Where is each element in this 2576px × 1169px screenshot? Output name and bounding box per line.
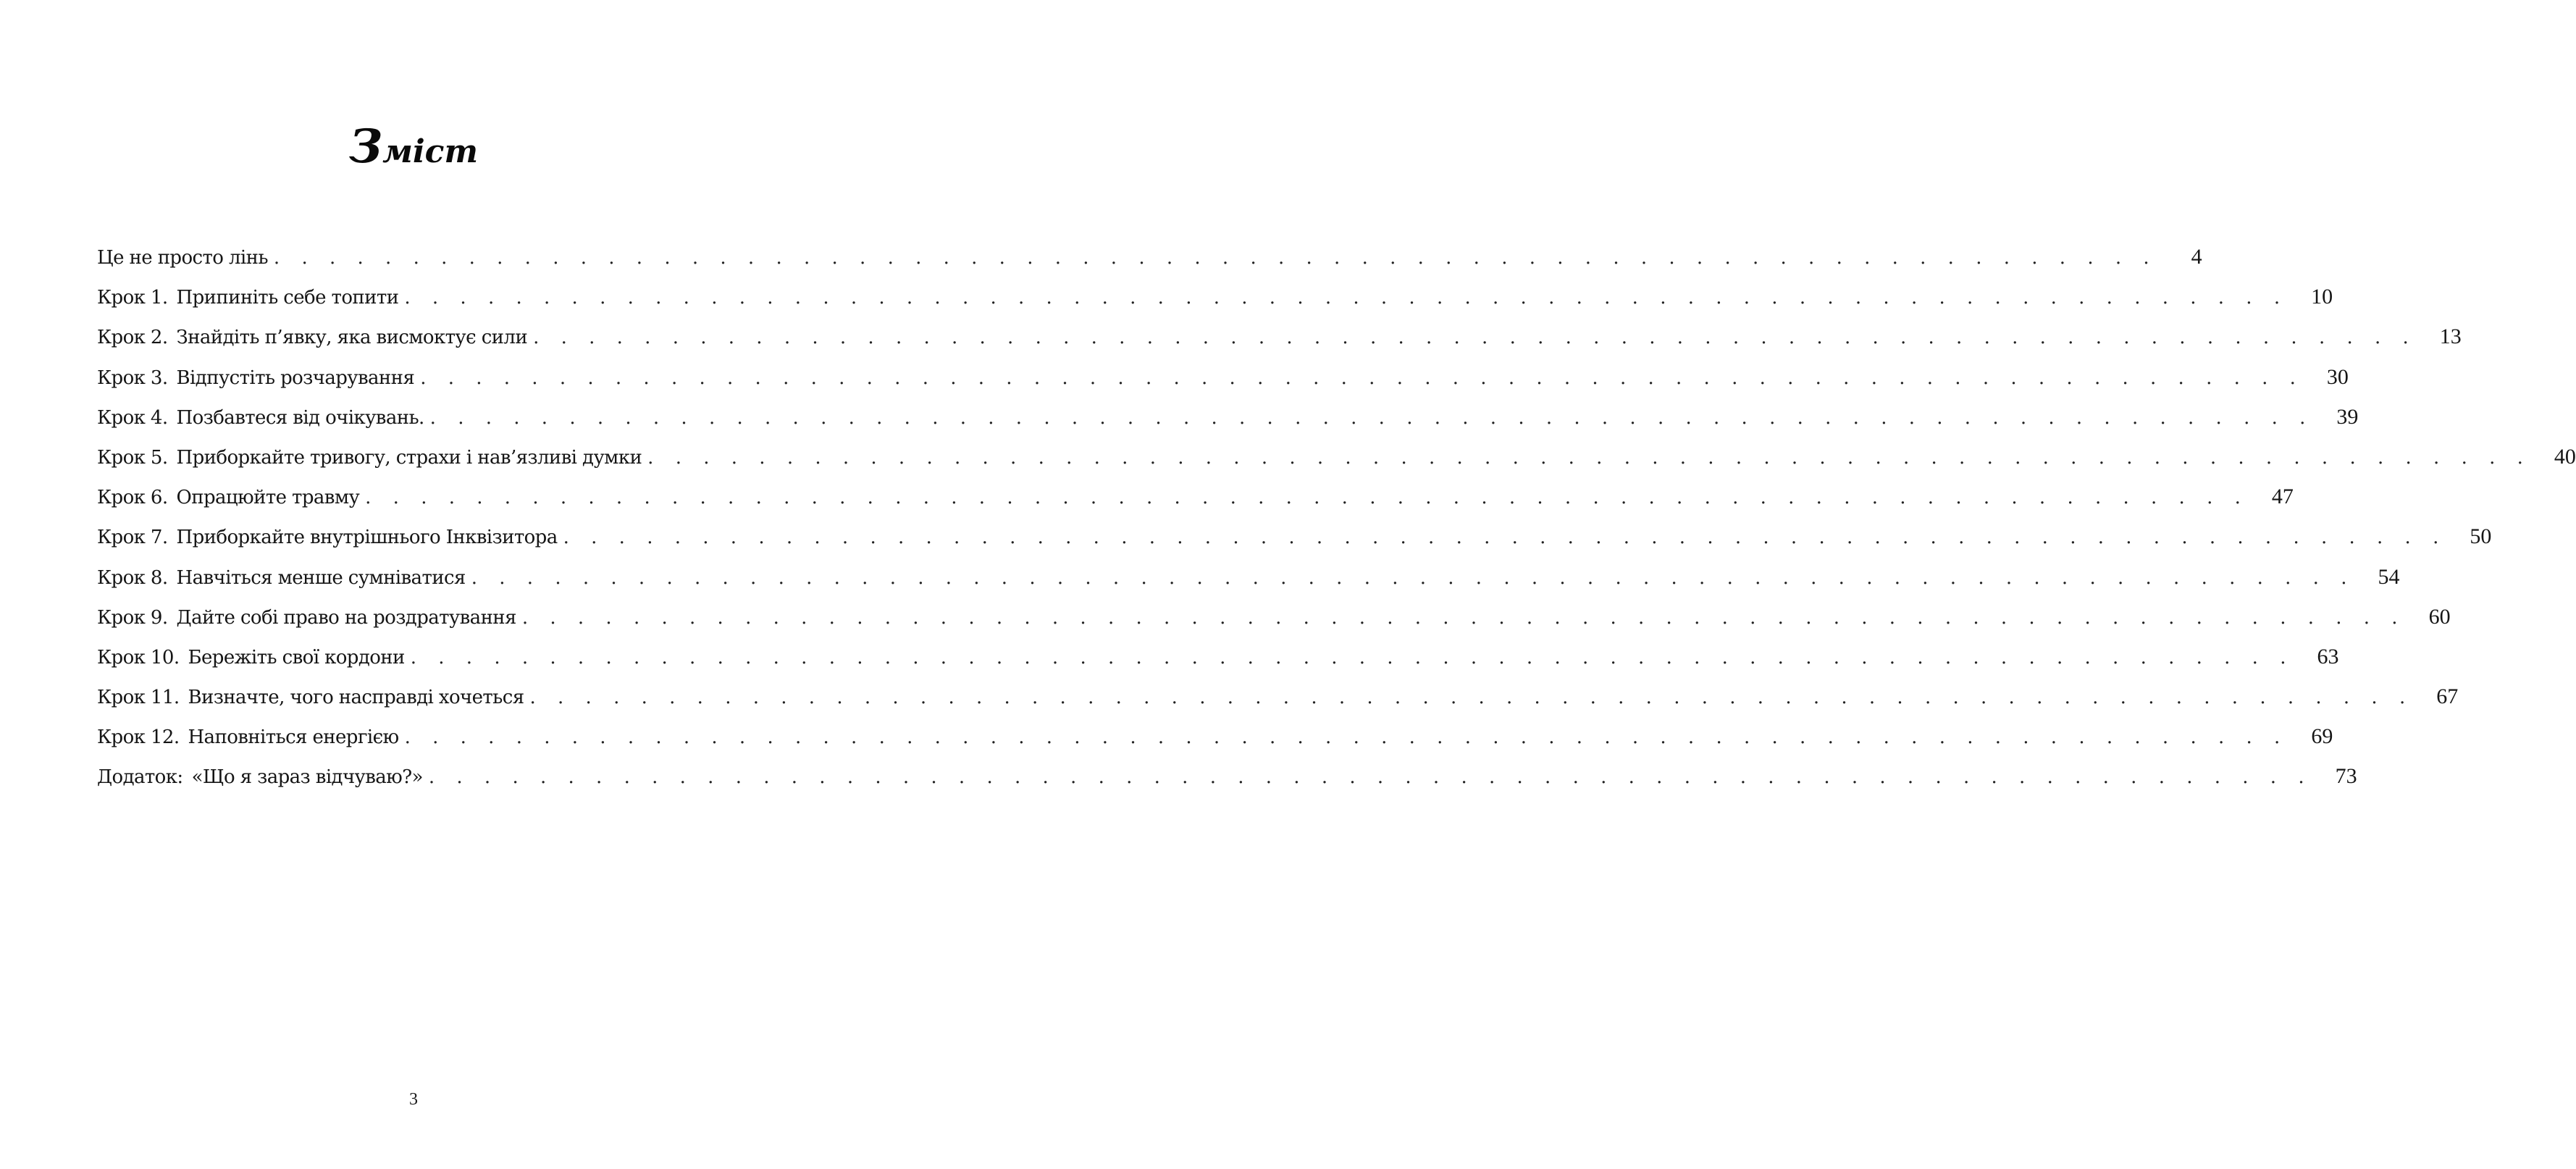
toc-entry-step-2[interactable] xyxy=(97,324,2462,364)
toc-entry-title: Навчіться менше сумніватися xyxy=(176,566,466,589)
toc-dot-leader: . . . . . . . . . . . . . . . . . . . . . . . . . . . . . . . . . . . . . . . . . . . . . . . . . . . . . . . . . . . . . . . . . . . . xyxy=(428,766,2312,789)
toc-entry-step-11[interactable] xyxy=(97,684,2459,724)
toc-entry-appendix[interactable] xyxy=(97,764,2357,804)
toc-dot-leader: . . . . . . . . . . . . . . . . . . . . . . . . . . . . . . . . . . . . . . . . . . . . . . . . . . . . . . . . . . . . . . . . . . . . xyxy=(404,287,2288,309)
toc-step-label: Крок 5. xyxy=(97,446,168,469)
toc-entry-title: Визначте, чого насправді хочеться xyxy=(188,687,524,709)
toc-entry-step-6[interactable] xyxy=(97,485,2294,524)
toc-page-number: 13 xyxy=(2439,324,2462,349)
toc-page-number: 39 xyxy=(2336,404,2359,429)
toc-entry-label xyxy=(97,567,466,589)
toc-step-label: Крок 4. xyxy=(97,406,168,429)
toc-page-number: 67 xyxy=(2436,684,2459,709)
toc-step-label: Крок 3. xyxy=(97,366,168,389)
toc-entry-title: Наповніться енергією xyxy=(188,726,399,749)
toc-entry-step-4[interactable] xyxy=(97,404,2359,445)
toc-dot-leader: . . . . . . . . . . . . . . . . . . . . . . . . . . . . . . . . . . . . . . . . . . . . . . . . . . . . . . . . . . . . . . . . . . . . xyxy=(563,527,2447,549)
page-title xyxy=(0,120,827,175)
toc-step-label: Крок 10. xyxy=(97,646,180,669)
toc-dot-leader: . . . . . . . . . . . . . . . . . . . . . . . . . . . . . . . . . . . . . . . . . . . . . . . . . . . . . . . . . . . . . . . . . . . . xyxy=(404,726,2288,749)
toc-dot-leader: . . . . . . . . . . . . . . . . . . . . . . . . . . . . . . . . . . . . . . . . . . . . . . . . . . . . . . . . . . . . . . . . . . . . xyxy=(273,247,2157,269)
table-of-contents xyxy=(97,245,2576,805)
toc-entry-label xyxy=(97,487,359,508)
toc-entry-label xyxy=(97,447,642,469)
toc-dot-leader: . . . . . . . . . . . . . . . . . . . . . . . . . . . . . . . . . . . . . . . . . . . . . . . . . . . . . . . . . . . . . . . . . . . . xyxy=(521,606,2406,629)
toc-entry-step-10[interactable] xyxy=(97,644,2339,684)
toc-page-number: 54 xyxy=(2378,564,2400,589)
toc-dot-leader: . . . . . . . . . . . . . . . . . . . . . . . . . . . . . . . . . . . . . . . . . . . . . . . . . . . . . . . . . . . . . . . . . . . . xyxy=(429,406,2314,429)
toc-dot-leader: . . . . . . . . . . . . . . . . . . . . . . . . . . . . . . . . . . . . . . . . . . . . . . . . . . . . . . . . . . . . . . . . . . . . xyxy=(647,446,2531,469)
toc-entry-title: Це не просто лінь xyxy=(97,247,268,269)
toc-step-label: Крок 7. xyxy=(97,527,168,549)
toc-entry-label xyxy=(97,247,268,269)
toc-dot-leader: . . . . . . . . . . . . . . . . . . . . . . . . . . . . . . . . . . . . . . . . . . . . . . . . . . . . . . . . . . . . . . . . . . . . xyxy=(365,487,2249,509)
toc-step-label: Крок 8. xyxy=(97,566,168,589)
toc-page-number: 40 xyxy=(2554,444,2576,469)
toc-entry-label xyxy=(97,647,405,669)
toc-entry-intro[interactable] xyxy=(97,245,2202,285)
toc-dot-leader: . . . . . . . . . . . . . . . . . . . . . . . . . . . . . . . . . . . . . . . . . . . . . . . . . . . . . . . . . . . . . . . . . . . . xyxy=(529,687,2414,709)
toc-step-label: Крок 6. xyxy=(97,487,168,509)
toc-entry-label xyxy=(97,527,558,548)
toc-entry-title: Припиніть себе топити xyxy=(176,287,399,309)
title-initial: З xyxy=(348,120,383,175)
toc-entry-title: Знайдіть п’явку, яка висмоктує сили xyxy=(176,327,528,349)
toc-step-label: Крок 9. xyxy=(97,606,168,629)
toc-dot-leader: . . . . . . . . . . . . . . . . . . . . . . . . . . . . . . . . . . . . . . . . . . . . . . . . . . . . . . . . . . . . . . . . . . . . xyxy=(533,327,2417,349)
toc-entry-title: Відпустіть розчарування xyxy=(176,366,415,389)
toc-page-number: 73 xyxy=(2335,764,2357,789)
toc-entry-label xyxy=(97,687,524,708)
toc-step-label: Крок 12. xyxy=(97,726,180,749)
toc-entry-title: Приборкайте внутрішнього Інквізитора xyxy=(176,527,558,549)
toc-entry-step-7[interactable] xyxy=(97,524,2492,564)
toc-entry-step-12[interactable] xyxy=(97,724,2333,764)
toc-page-number: 30 xyxy=(2326,364,2349,389)
toc-page-number: 60 xyxy=(2428,604,2451,629)
toc-entry-label xyxy=(97,407,424,429)
toc-entry-title: Приборкайте тривогу, страхи і нав’язливі думки xyxy=(176,446,642,469)
toc-dot-leader: . . . . . . . . . . . . . . . . . . . . . . . . . . . . . . . . . . . . . . . . . . . . . . . . . . . . . . . . . . . . . . . . . . . . xyxy=(410,646,2294,669)
toc-page-number: 10 xyxy=(2311,285,2333,309)
toc-entry-label xyxy=(97,607,516,629)
title-rest: міст xyxy=(382,133,479,171)
toc-entry-title: Опрацюйте травму xyxy=(176,487,360,509)
toc-page-number: 69 xyxy=(2311,724,2333,749)
toc-entry-step-5[interactable] xyxy=(97,444,2576,485)
toc-step-label: Крок 1. xyxy=(97,287,168,309)
toc-page-number: 63 xyxy=(2317,644,2339,669)
toc-entry-title: Позбавтеся від очікувань. xyxy=(176,406,424,429)
toc-entry-label xyxy=(97,287,398,309)
toc-entry-title: Дайте собі право на роздратування xyxy=(176,606,516,629)
toc-dot-leader: . . . . . . . . . . . . . . . . . . . . . . . . . . . . . . . . . . . . . . . . . . . . . . . . . . . . . . . . . . . . . . . . . . . . xyxy=(420,366,2304,389)
toc-entry-step-8[interactable] xyxy=(97,564,2400,605)
toc-page-number: 4 xyxy=(2191,245,2202,269)
toc-dot-leader: . . . . . . . . . . . . . . . . . . . . . . . . . . . . . . . . . . . . . . . . . . . . . . . . . . . . . . . . . . . . . . . . . . . . xyxy=(471,566,2355,589)
toc-entry-title: «Що я зараз відчуваю?» xyxy=(191,766,423,789)
toc-step-label: Додаток: xyxy=(97,766,183,789)
toc-entry-label xyxy=(97,726,399,748)
page-footer-number: 3 xyxy=(409,1090,418,1109)
toc-entry-label xyxy=(97,367,414,389)
toc-page-number: 47 xyxy=(2271,485,2294,509)
toc-entry-label xyxy=(97,766,423,788)
toc-entry-step-3[interactable] xyxy=(97,364,2349,405)
toc-page-number: 50 xyxy=(2470,524,2492,549)
toc-entry-label xyxy=(97,327,527,348)
toc-step-label: Крок 2. xyxy=(97,327,168,349)
toc-entry-title: Бережіть свої кордони xyxy=(188,646,405,669)
toc-entry-step-1[interactable] xyxy=(97,285,2333,324)
toc-entry-step-9[interactable] xyxy=(97,604,2451,645)
toc-step-label: Крок 11. xyxy=(97,687,180,709)
